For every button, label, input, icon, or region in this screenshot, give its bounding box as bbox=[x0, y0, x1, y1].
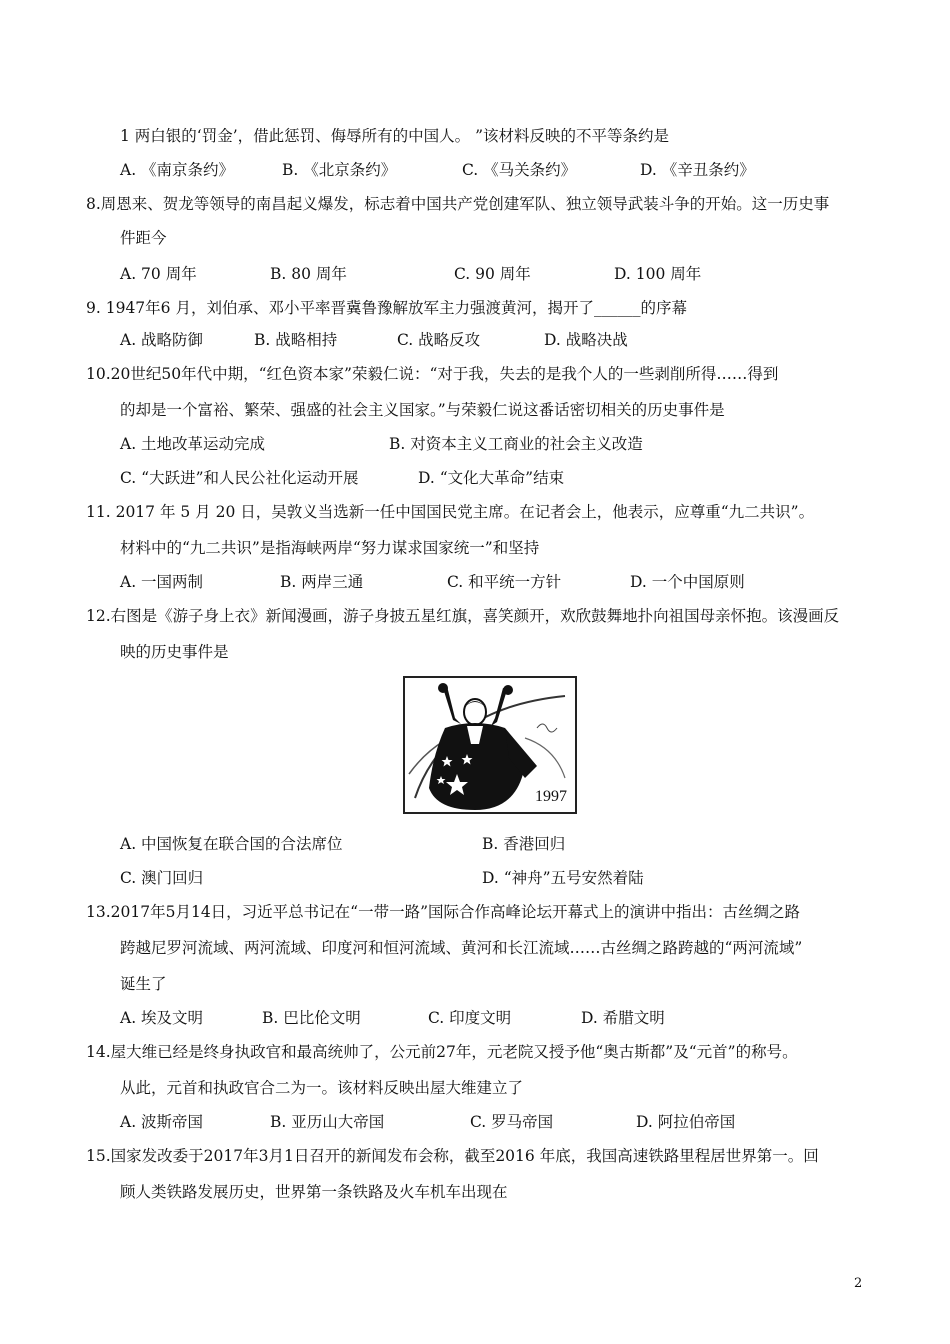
q13-option-d[interactable]: D. 希腊文明 bbox=[581, 1009, 665, 1027]
q9-option-c[interactable]: C. 战略反攻 bbox=[397, 331, 481, 349]
q9-option-d[interactable]: D. 战略决战 bbox=[544, 331, 628, 349]
q9-option-b[interactable]: B. 战略相持 bbox=[254, 331, 338, 349]
q14-option-d[interactable]: D. 阿拉伯帝国 bbox=[636, 1113, 736, 1131]
page-number: 2 bbox=[854, 1276, 863, 1291]
news-cartoon-image bbox=[403, 676, 577, 814]
q7-option-a[interactable]: A. 《南京条约》 bbox=[120, 161, 235, 179]
q14-stem-line2: 从此，元首和执政官合二为一。该材料反映出屋大维建立了 bbox=[120, 1079, 524, 1097]
q14-option-c[interactable]: C. 罗马帝国 bbox=[470, 1113, 554, 1131]
q12-option-d[interactable]: D. “神舟”五号安然着陆 bbox=[482, 869, 644, 887]
q8-stem-line1: 8.周恩来、贺龙等领导的南昌起义爆发，标志着中国共产党创建军队、独立领导武装斗争的开始。这一历史事 bbox=[86, 195, 830, 213]
q13-option-a[interactable]: A. 埃及文明 bbox=[120, 1009, 204, 1027]
q11-option-d[interactable]: D. 一个中国原则 bbox=[630, 573, 745, 591]
q8-option-c[interactable]: C. 90 周年 bbox=[454, 265, 531, 283]
q11-stem-line2: 材料中的“九二共识”是指海峡两岸“努力谋求国家统一”和坚持 bbox=[120, 539, 540, 557]
q13-stem-line3: 诞生了 bbox=[120, 975, 167, 993]
q12-option-c[interactable]: C. 澳门回归 bbox=[120, 869, 204, 887]
q15-stem-line1: 15.国家发改委于2017年3月1日召开的新闻发布会称，截至2016 年底，我国高速铁路里程居世界第一。回 bbox=[86, 1147, 819, 1165]
q10-option-d[interactable]: D. “文化大革命”结束 bbox=[418, 469, 565, 487]
cartoon-year-label: 1997 bbox=[535, 788, 567, 805]
q7-continuation: 1 两白银的‘罚金’，借此惩罚、侮辱所有的中国人。 ”该材料反映的不平等条约是 bbox=[120, 127, 669, 145]
q13-option-b[interactable]: B. 巴比伦文明 bbox=[262, 1009, 361, 1027]
q12-stem-line2: 映的历史事件是 bbox=[120, 643, 229, 661]
q11-option-c[interactable]: C. 和平统一方针 bbox=[447, 573, 562, 591]
q8-option-d[interactable]: D. 100 周年 bbox=[614, 265, 702, 283]
q10-stem-line1: 10.20世纪50年代中期，“红色资本家”荣毅仁说：“对于我，失去的是我个人的一些剥削所得……得到 bbox=[86, 365, 779, 383]
q10-stem-line2: 的却是一个富裕、繁荣、强盛的社会主义国家。”与荣毅仁说这番话密切相关的历史事件是 bbox=[120, 401, 725, 419]
q11-option-b[interactable]: B. 两岸三通 bbox=[280, 573, 364, 591]
q13-stem-line1: 13.2017年5月14日，习近平总书记在“一带一路”国际合作高峰论坛开幕式上的演讲中指出：古丝绸之路 bbox=[86, 903, 801, 921]
q8-option-a[interactable]: A. 70 周年 bbox=[120, 265, 197, 283]
q13-option-c[interactable]: C. 印度文明 bbox=[428, 1009, 512, 1027]
q15-stem-line2: 顾人类铁路发展历史，世界第一条铁路及火车机车出现在 bbox=[120, 1183, 508, 1201]
q14-option-a[interactable]: A. 波斯帝国 bbox=[120, 1113, 204, 1131]
q10-option-b[interactable]: B. 对资本主义工商业的社会主义改造 bbox=[389, 435, 643, 453]
q11-option-a[interactable]: A. 一国两制 bbox=[120, 573, 204, 591]
q9-option-a[interactable]: A. 战略防御 bbox=[120, 331, 204, 349]
q10-option-a[interactable]: A. 土地改革运动完成 bbox=[120, 435, 266, 453]
q7-option-b[interactable]: B. 《北京条约》 bbox=[282, 161, 397, 179]
q12-option-a[interactable]: A. 中国恢复在联合国的合法席位 bbox=[120, 835, 343, 853]
q12-stem-line1: 12.右图是《游子身上衣》新闻漫画，游子身披五星红旗，喜笑颜开，欢欣鼓舞地扑向祖国母亲怀抱。该漫画反 bbox=[86, 607, 840, 625]
q12-option-b[interactable]: B. 香港回归 bbox=[482, 835, 566, 853]
q9-stem: 9. 1947年6 月，刘伯承、邓小平率晋冀鲁豫解放军主力强渡黄河，揭开了______的序幕 bbox=[86, 299, 687, 317]
q7-option-c[interactable]: C. 《马关条约》 bbox=[462, 161, 577, 179]
q8-stem-line2: 件距今 bbox=[120, 229, 167, 247]
q10-option-c[interactable]: C. “大跃进”和人民公社化运动开展 bbox=[120, 469, 359, 487]
q8-option-b[interactable]: B. 80 周年 bbox=[270, 265, 347, 283]
q14-stem-line1: 14.屋大维已经是终身执政官和最高统帅了，公元前27年，元老院又授予他“奥古斯都”及“元首”的称号。 bbox=[86, 1043, 798, 1061]
q11-stem-line1: 11. 2017 年 5 月 20 日，吴敦义当选新一任中国国民党主席。在记者会上，他表示，应尊重“九二共识”。 bbox=[86, 503, 815, 521]
q7-option-d[interactable]: D. 《辛丑条约》 bbox=[640, 161, 755, 179]
q13-stem-line2: 跨越尼罗河流域、两河流域、印度河和恒河流域、黄河和长江流域……古丝绸之路跨越的“两河流域” bbox=[120, 939, 803, 957]
q14-option-b[interactable]: B. 亚历山大帝国 bbox=[270, 1113, 385, 1131]
